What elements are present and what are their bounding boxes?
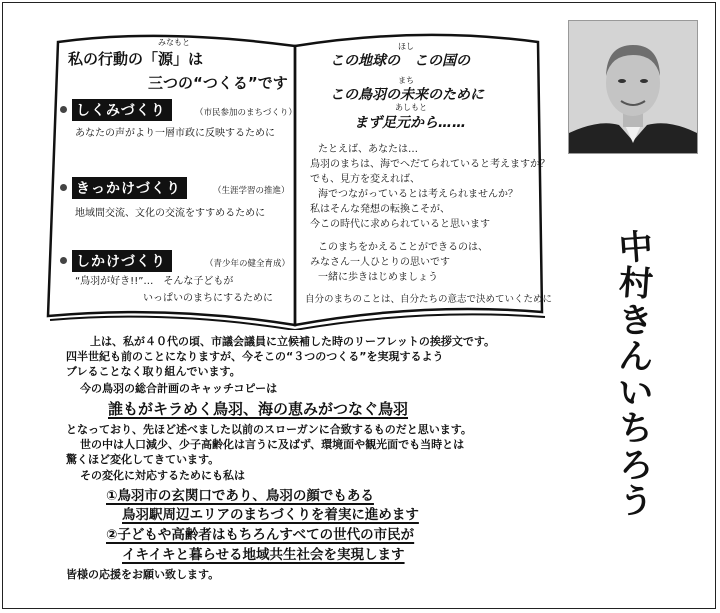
goal-line: ①鳥羽市の玄関口であり、鳥羽の顔でもある: [106, 488, 374, 504]
ruby-hoshi: ほし: [398, 42, 414, 51]
right-title-1: この地球の この国の: [330, 53, 470, 69]
ruby-machi: まち: [398, 76, 414, 85]
right-line: 今この時代に求められていると思います: [310, 219, 490, 230]
bullet-icon: [60, 106, 67, 113]
item-label-kikkake: きっかけづくり: [72, 177, 187, 199]
right-line: みなさん一人ひとりの思いです: [310, 257, 450, 268]
bullet-icon: [60, 257, 67, 264]
portrait-photo: [568, 20, 698, 154]
item-desc-shikake-2: いっぱいのまちにするために: [143, 293, 273, 304]
body-line: ブレることなく取り組んでいます。: [66, 365, 241, 378]
item-desc-kikkake: 地域間交流、文化の交流をすすめるために: [75, 208, 266, 219]
body-line: となっており、先ほど述べました以前のスローガンに合致するものだと思います。: [66, 423, 472, 436]
goal-line: 鳥羽駅周辺エリアのまちづくりを着実に進めます: [122, 507, 419, 523]
goal-line: ②子どもや高齢者はもちろんすべての世代の市民が: [106, 527, 415, 543]
body-line: その変化に対応するためにも私は: [80, 469, 245, 482]
bullet-icon: [60, 184, 67, 191]
signature-name-graphic: [596, 226, 676, 523]
signature-char: 中: [617, 226, 655, 270]
left-heading-1: 私の行動の「源」は: [68, 50, 204, 68]
signature-char: ち: [617, 408, 655, 451]
item-desc-shikake-1: “鳥羽が好き!!”… そんな子どもが: [75, 276, 234, 287]
right-line: 海でつながっているとは考えられませんか？: [318, 189, 518, 200]
signature-char: う: [617, 480, 655, 523]
body-line: 世の中は人口減少、少子高齢化は言うに及ばず、環境面や観光面でも当時とは: [80, 438, 465, 451]
right-line: このまちをかえることができるのは、: [318, 242, 488, 253]
right-title-2: この鳥羽の未来のために: [330, 87, 484, 103]
item-label-shikumi: しくみづくり: [72, 99, 172, 121]
signature-char: い: [617, 371, 655, 415]
item-desc-shikumi: あなたの声がより一層市政に反映するために: [75, 128, 275, 139]
ruby-minamoto: みなもと: [158, 38, 190, 47]
right-line: 一緒に歩きはじめましょう: [318, 272, 438, 283]
right-line: 自分のまちのことは、自分たちの意志で決めていくために: [305, 294, 553, 305]
signature-char: ろ: [617, 444, 655, 487]
body-line: 今の鳥羽の総合計画のキャッチコピーは: [80, 382, 278, 395]
left-heading-2: 三つの“つくる”です: [148, 74, 288, 92]
signature-char: ん: [617, 335, 655, 378]
item-note-shikake: （青少年の健全育成）: [205, 259, 291, 269]
signature-char: き: [617, 299, 655, 342]
signature-char: 村: [617, 263, 655, 306]
body-line: 上は、私が４０代の頃、市議会議員に立候補した時のリーフレットの挨拶文です。: [90, 335, 496, 348]
right-line: 私はそんな発想の転換こそが、: [310, 204, 450, 215]
catch-copy: 誰もがキラめく鳥羽、海の恵みがつなぐ鳥羽: [108, 400, 409, 418]
item-note-shikumi: （市民参加のまちづくり）: [195, 108, 297, 118]
goal-line: イキイキと暮らせる地域共生社会を実現します: [122, 547, 405, 563]
item-label-shikake: しかけづくり: [72, 250, 172, 272]
closing-line: 皆様の応援をお願い致します。: [66, 568, 220, 581]
ruby-ashimoto: あしもと: [395, 103, 427, 112]
right-line: 鳥羽のまちは、海でへだてられていると考えますか？: [310, 159, 550, 170]
body-line: 四半世紀も前のことになりますが、今そこの“３つのつくる”を実現するよう: [66, 350, 444, 363]
right-title-3: まず足元から……: [354, 115, 466, 131]
right-line: でも、見方を変えれば、: [310, 174, 420, 185]
body-line: 驚くほど変化してきています。: [66, 453, 220, 466]
item-note-kikkake: （生涯学習の推進）: [213, 186, 290, 196]
right-line: たとえば、あなたは…: [318, 144, 418, 155]
